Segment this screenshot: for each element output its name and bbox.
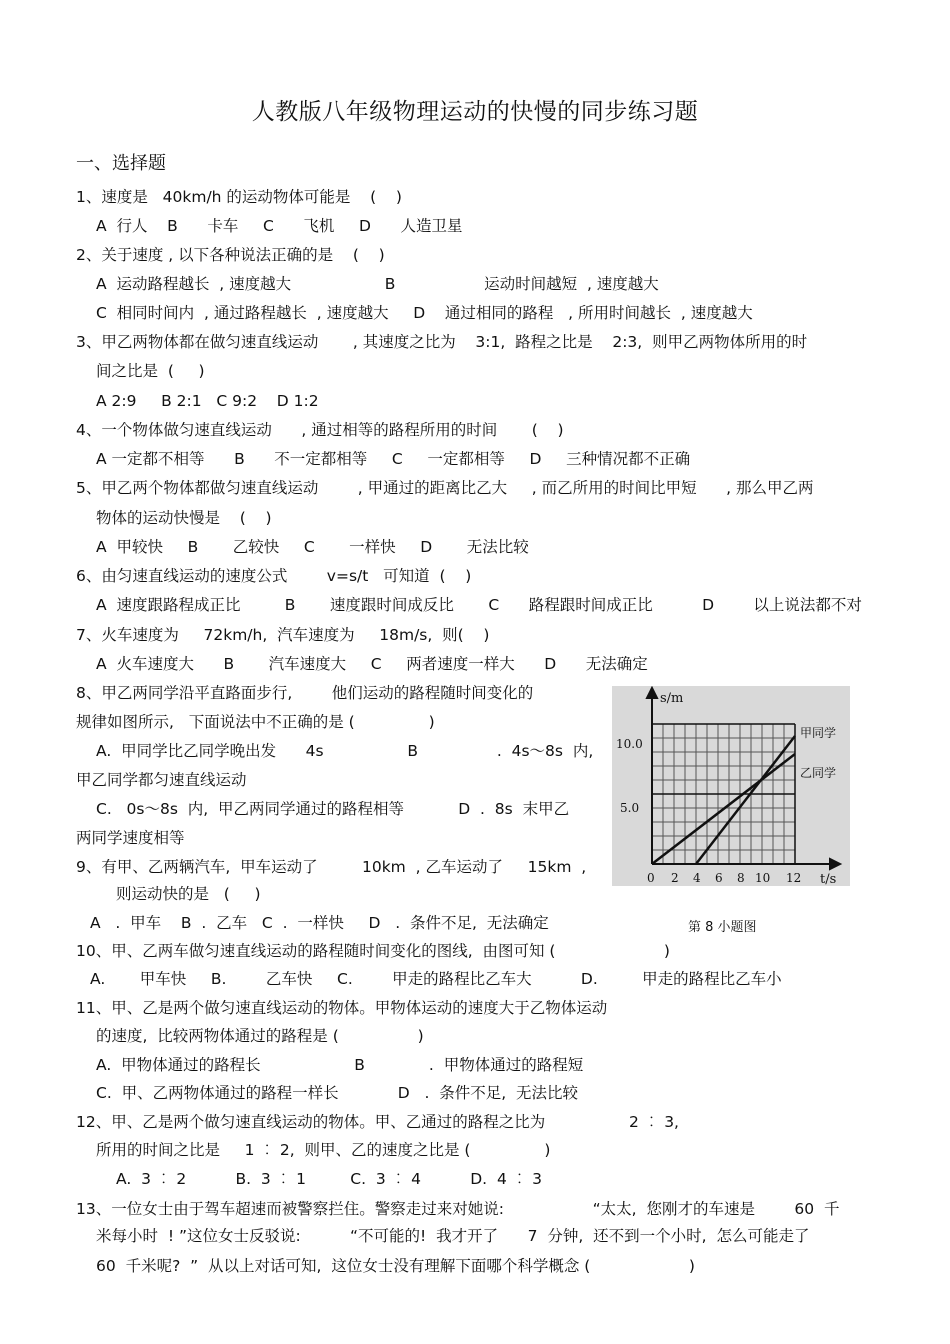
x-tick: 0 xyxy=(647,871,655,885)
q7-stem: 7、火车速度为 72km/h, 汽车速度为 18m/s, 则( ) xyxy=(76,626,490,644)
q6-stem: 6、由匀速直线运动的速度公式 v=s/t 可知道 ( ) xyxy=(76,567,472,585)
q8-stem: 8、甲乙两同学沿平直路面步行, 他们运动的路程随时间变化的 xyxy=(76,684,534,702)
q13-stem-cont2: 60 千米呢? ” 从以上对话可知, 这位女士没有理解下面哪个科学概念 ( ) xyxy=(96,1257,695,1275)
q5-options: A 甲较快 B 乙较快 C 一样快 D 无法比较 xyxy=(96,538,529,556)
q4-stem: 4、一个物体做匀速直线运动 , 通过相等的路程所用的时间 ( ) xyxy=(76,421,564,439)
x-tick: 2 xyxy=(671,871,679,885)
q2-options-ab: A 运动路程越长 , 速度越大 B 运动时间越短 , 速度越大 xyxy=(96,275,659,293)
x-tick: 12 xyxy=(786,871,802,885)
q8-option-ab: A. 甲同学比乙同学晚出发 4s B . 4s～8s 内, xyxy=(96,742,594,760)
figure-caption: 第 8 小题图 xyxy=(688,920,757,935)
x-tick: 10 xyxy=(755,871,771,885)
page-title: 人教版八年级物理运动的快慢的同步练习题 xyxy=(251,99,699,125)
q7-options: A 火车速度大 B 汽车速度大 C 两者速度一样大 D 无法确定 xyxy=(96,655,648,673)
q12-stem-cont: 所用的时间之比是 1 ︰ 2, 则甲、乙的速度之比是 ( ) xyxy=(96,1141,551,1159)
x-tick: 6 xyxy=(715,871,723,885)
q11-options-ab: A. 甲物体通过的路程长 B . 甲物体通过的路程短 xyxy=(96,1056,584,1074)
q11-stem-cont: 的速度, 比较两物体通过的路程是 ( ) xyxy=(96,1027,424,1045)
q10-stem: 10、甲、乙两车做匀速直线运动的路程随时间变化的图线, 由图可知 ( ) xyxy=(76,942,670,960)
q10-options: A. 甲车快 B. 乙车快 C. 甲走的路程比乙车大 D. 甲走的路程比乙车小 xyxy=(90,970,782,988)
q3-stem: 3、甲乙两物体都在做匀速直线运动 , 其速度之比为 3:1, 路程之比是 2:3, 则甲乙两物体所用的时 xyxy=(76,333,808,351)
q2-stem: 2、关于速度 , 以下各种说法正确的是 ( ) xyxy=(76,246,385,264)
q2-options-cd: C 相同时间内 , 通过路程越长 , 速度越大 D 通过相同的路程 , 所用时间越长 , 速度越大 xyxy=(96,304,753,322)
q12-stem: 12、甲、乙是两个做匀速直线运动的物体。甲、乙通过的路程之比为 2 ︰ 3, xyxy=(76,1113,679,1131)
q9-options: A . 甲车 B . 乙车 C . 一样快 D . 条件不足, 无法确定 xyxy=(90,914,549,932)
q8-stem-cont: 规律如图所示, 下面说法中不正确的是 ( ) xyxy=(76,713,435,731)
q8-option-b-cont: 甲乙同学都匀速直线运动 xyxy=(76,771,247,789)
q11-options-cd: C. 甲、乙两物体通过的路程一样长 D . 条件不足, 无法比较 xyxy=(96,1084,579,1102)
series-line-yi xyxy=(696,736,795,864)
q5-stem-cont: 物体的运动快慢是 ( ) xyxy=(96,509,272,527)
y-tick-5: 5.0 xyxy=(620,801,640,815)
q5-stem: 5、甲乙两个物体都做匀速直线运动 , 甲通过的距离比乙大 , 而乙所用的时间比甲短 , 那么甲乙两 xyxy=(76,479,814,497)
q13-stem-cont: 米每小时 ! ”这位女士反驳说: “不可能的! 我才开了 7 分钟, 还不到一个小时, 怎么可能走了 xyxy=(96,1227,810,1245)
x-tick: 8 xyxy=(737,871,745,885)
q9-stem-cont: 则运动快的是 ( ) xyxy=(116,885,261,903)
q4-options: A 一定都不相等 B 不一定都相等 C 一定都相等 D 三种情况都不正确 xyxy=(96,450,691,468)
q11-stem: 11、甲、乙是两个做匀速直线运动的物体。甲物体运动的速度大于乙物体运动 xyxy=(76,999,608,1017)
distance-time-graph xyxy=(612,686,850,886)
q8-option-d-cont: 两同学速度相等 xyxy=(76,829,185,847)
q9-stem: 9、有甲、乙两辆汽车, 甲车运动了 10km , 乙车运动了 15km , xyxy=(76,858,587,876)
series-label-yi: 乙同学 xyxy=(800,766,837,780)
y-tick-10: 10.0 xyxy=(616,737,643,751)
q3-options: A 2:9 B 2:1 C 9:2 D 1:2 xyxy=(96,392,319,410)
q3-stem-cont: 间之比是 ( ) xyxy=(96,362,205,380)
y-axis-label: s/m xyxy=(660,691,684,706)
q6-options: A 速度跟路程成正比 B 速度跟时间成反比 C 路程跟时间成正比 D 以上说法都不对 xyxy=(96,596,862,614)
graph-reference-lines xyxy=(652,724,795,864)
x-tick: 4 xyxy=(693,871,701,885)
q1-options: A 行人 B 卡车 C 飞机 D 人造卫星 xyxy=(96,217,463,235)
q13-stem: 13、一位女士由于驾车超速而被警察拦住。警察走过来对她说: “太太, 您刚才的车速是 60 千 xyxy=(76,1200,840,1218)
section-heading: 一、选择题 xyxy=(76,153,166,174)
q8-option-cd: C. 0s～8s 内, 甲乙两同学通过的路程相等 D . 8s 末甲乙 xyxy=(96,800,570,818)
q1-stem: 1、速度是 40km/h 的运动物体可能是 ( ) xyxy=(76,188,402,206)
x-axis-label: t/s xyxy=(820,872,837,886)
q8-figure xyxy=(612,686,850,886)
q12-options: A. 3 ︰ 2 B. 3 ︰ 1 C. 3 ︰ 4 D. 4 ︰ 3 xyxy=(116,1170,543,1188)
series-label-jia: 甲同学 xyxy=(800,726,837,740)
series-line-jia xyxy=(652,754,795,864)
